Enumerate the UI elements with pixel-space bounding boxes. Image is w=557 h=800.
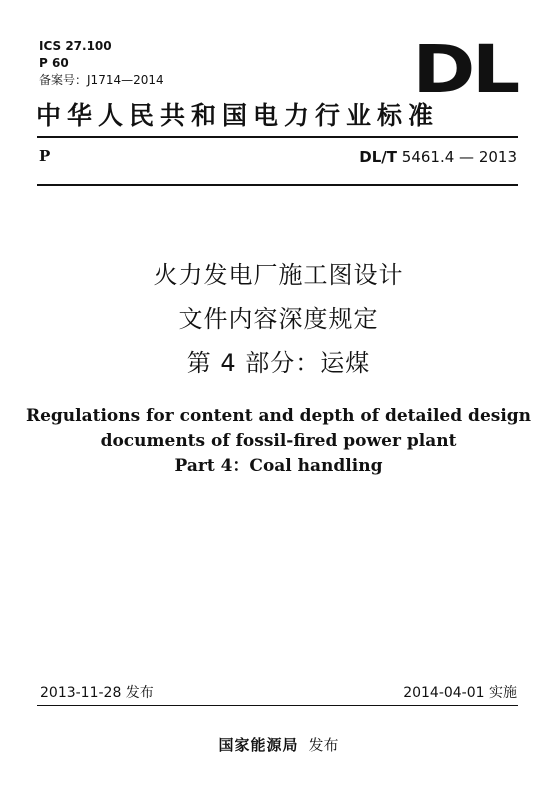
title-en-line-3: Part 4：Coal handling (174, 456, 383, 476)
top-divider (37, 136, 518, 138)
title-zh-line-3: 第 4 部分：运煤 (186, 349, 371, 377)
standard-prefix: DL/T (359, 148, 398, 166)
issue-date: 2013-11-28 发布 (40, 685, 154, 701)
filing-number (39, 73, 164, 87)
ics-code: ICS 27.100 (39, 39, 112, 53)
filing-label: 备案号： (39, 73, 88, 87)
filing-value: J1714—2014 (87, 73, 164, 87)
title-zh-line-2: 文件内容深度规定 (178, 305, 379, 333)
standard-number-value: 5461.4 — 2013 (397, 148, 517, 166)
publisher (0, 735, 557, 755)
footer-divider (37, 705, 518, 706)
title-en-line-2: documents of fossil-fired power plant (100, 431, 457, 451)
classification-code: P 60 (39, 56, 69, 70)
title-zh-line-1: 火力发电厂施工图设计 (153, 261, 404, 289)
dl-logo: DL (412, 31, 517, 108)
publisher-action: 发布 (308, 736, 339, 754)
header-divider (37, 184, 518, 186)
standard-number (359, 147, 517, 167)
organization-title: 中华人民共和国电力行业标准 (36, 101, 440, 130)
category-letter: P (39, 147, 51, 165)
effective-date: 2014-04-01 实施 (403, 685, 517, 701)
title-en-line-1: Regulations for content and depth of detailed design (25, 406, 532, 426)
publisher-name: 国家能源局 (218, 736, 299, 754)
